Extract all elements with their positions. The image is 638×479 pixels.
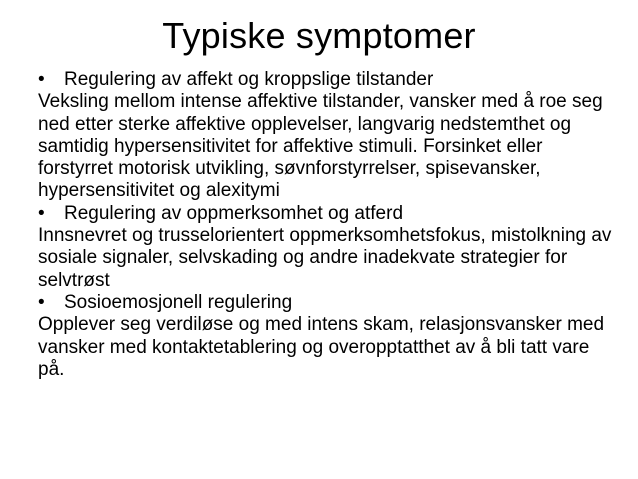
bullet-heading: Sosioemosjonell regulering <box>64 291 293 313</box>
bullet-icon: • <box>38 69 45 90</box>
bullet-item <box>38 292 618 314</box>
body-paragraph: Innsnevret og trusselorientert oppmerksomhetsfokus, mistolkning av sosiale signaler, selvskading og andre inadekvate strategier for selvtrøst <box>38 225 612 291</box>
bullet-heading: Regulering av affekt og kroppslige tilstander <box>64 69 434 90</box>
bullet-item <box>38 203 618 225</box>
body-paragraph: Veksling mellom intense affektive tilstander, vansker med å roe seg ned etter sterke affektive opplevelser, langvarig nedstemthet og samtidig hypersensitivitet for affektive stimuli. Forsinket eller forstyrret motorisk utvikling, søvnforstyrrelser, spisevansker, hypersensitivitet og alexitymi <box>38 91 603 202</box>
body-paragraph: Opplever seg verdiløse og med intens skam, relasjonsvansker med vansker med kontaktetablering og overopptatthet av å bli tatt vare på. <box>38 314 605 380</box>
slide-title: Typiske symptomer <box>162 15 476 56</box>
bullet-icon: • <box>38 202 45 224</box>
bullet-item <box>38 69 618 91</box>
bullet-heading: Regulering av oppmerksomhet og atferd <box>64 202 404 224</box>
bullet-icon: • <box>38 291 45 313</box>
slide-content <box>38 69 618 381</box>
